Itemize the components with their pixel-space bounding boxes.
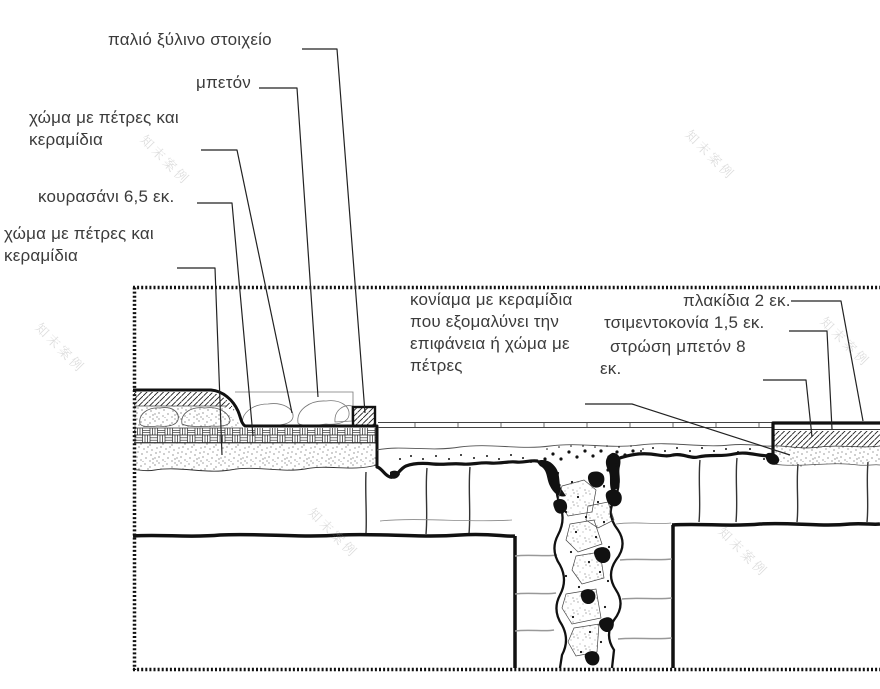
label-soil-stones-tiles-lower: χώμα με πέτρες και κεραμίδια	[4, 224, 154, 265]
screed-layer	[378, 423, 773, 428]
label-tiles: πλακίδια 2 εκ.	[683, 291, 791, 310]
label-concrete-layer: στρώση μπετόν 8 εκ.	[600, 337, 746, 378]
label-old-wooden-element: παλιό ξύλινο στοιχείο	[108, 30, 272, 49]
leader-old-wooden-element	[302, 49, 365, 413]
stone-fill-zone	[235, 392, 353, 427]
watermark: 知末案例	[715, 524, 772, 580]
left-platform	[133, 390, 377, 471]
wall-top-right	[617, 453, 770, 459]
label-soil-stones-tiles-upper: χώμα με πέτρες και κεραμίδια	[29, 108, 179, 149]
ground-surface-line	[377, 444, 773, 450]
leader-soil-upper	[201, 150, 292, 413]
stone-wall	[133, 453, 880, 668]
watermark: 知末案例	[682, 127, 739, 183]
right-platform	[766, 423, 880, 467]
watermark: 知末案例	[817, 314, 874, 370]
label-concrete: μπετόν	[196, 73, 251, 92]
label-kourasani: κουρασάνι 6,5 εκ.	[38, 187, 175, 206]
leader-tiles	[791, 301, 863, 421]
wall-top-left	[377, 461, 537, 477]
kourasani-layer	[134, 428, 377, 443]
wall-base-right	[672, 524, 880, 526]
watermark: 知末案例	[137, 132, 194, 188]
leader-concrete-layer	[763, 380, 812, 437]
old-wooden-element-block	[353, 407, 375, 426]
leader-lines	[177, 49, 863, 455]
label-leveling-mortar: κονίαμα με κεραμίδια που εξομαλύνει την επιφάνεια ή χώμα με πέτρες	[410, 290, 573, 375]
crack-rubble	[400, 446, 764, 668]
concrete-layer-hatch	[774, 431, 880, 448]
leader-concrete	[259, 88, 318, 397]
watermark: 知末案例	[305, 505, 362, 561]
lower-soil-layer	[134, 443, 377, 471]
leader-leveling-mortar	[585, 404, 790, 455]
watermark: 知末案例	[32, 320, 89, 376]
label-cement-screed: τσιμεντοκονία 1,5 εκ.	[604, 313, 765, 332]
bedding-mortar-stipple	[774, 446, 880, 467]
wall-base-left	[133, 534, 515, 536]
